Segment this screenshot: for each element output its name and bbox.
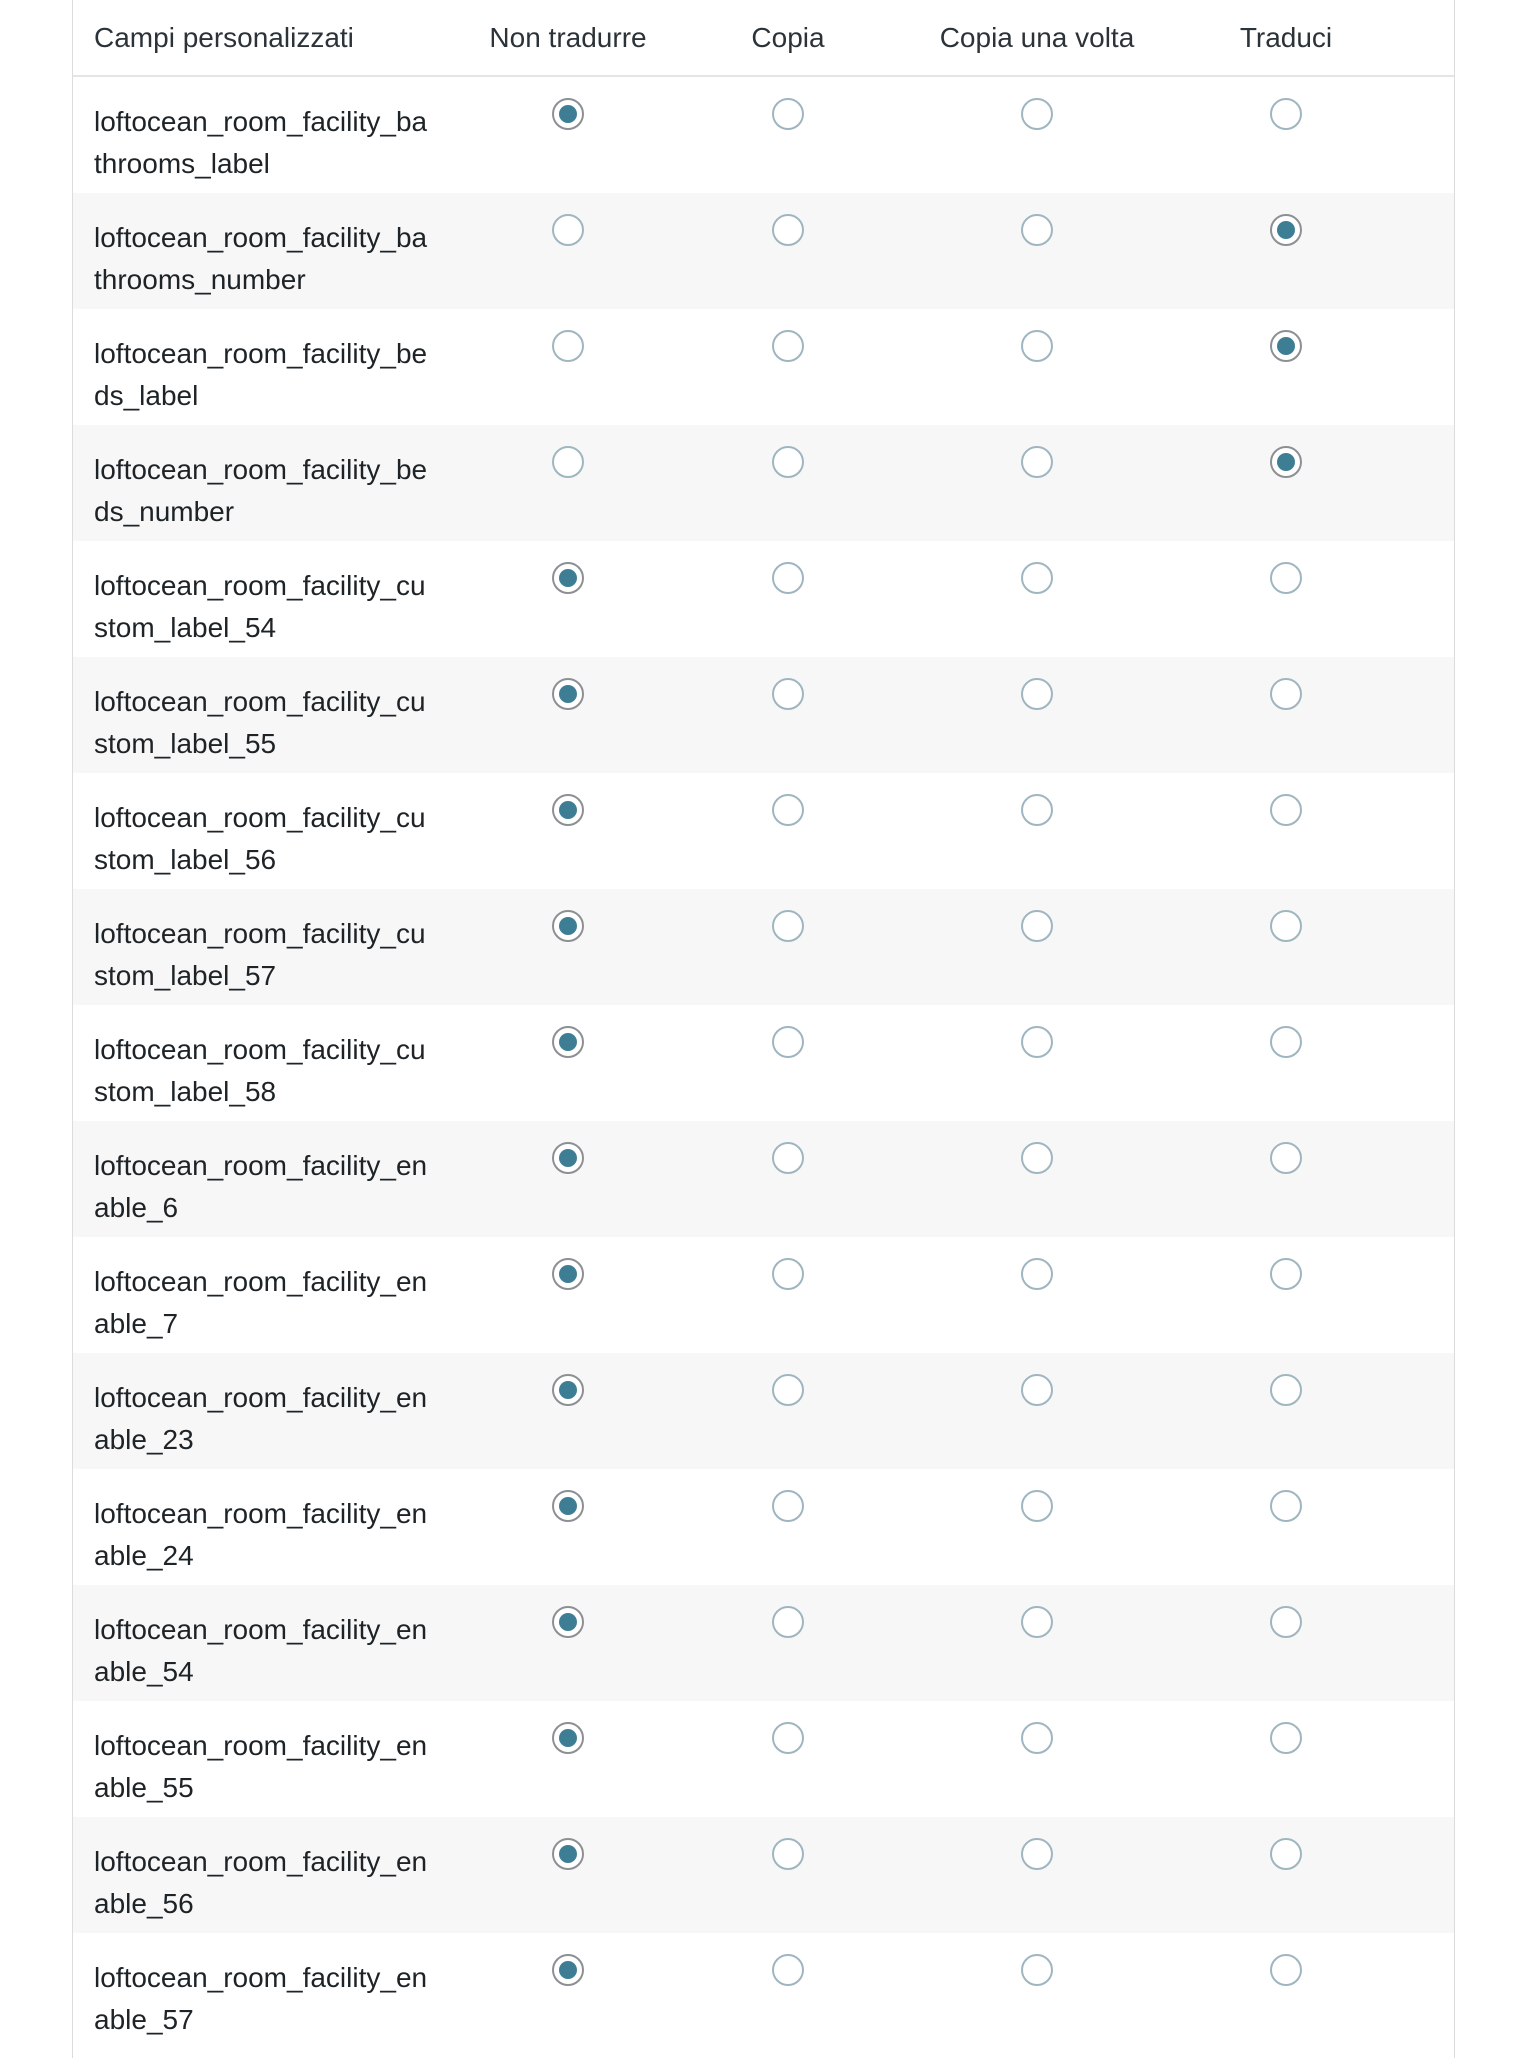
option-cell xyxy=(663,1121,913,1174)
field-name-cell xyxy=(73,1353,433,1461)
option-cell xyxy=(1161,657,1411,710)
copy-radio[interactable] xyxy=(772,1258,804,1290)
translate-radio[interactable] xyxy=(1270,1838,1302,1870)
table-row xyxy=(73,1237,1454,1353)
radio-selected-dot xyxy=(559,1845,577,1863)
do-not-translate-radio[interactable] xyxy=(552,446,584,478)
do-not-translate-radio[interactable] xyxy=(552,562,584,594)
option-cell xyxy=(433,1237,663,1290)
option-cell xyxy=(663,1005,913,1058)
translate-radio[interactable] xyxy=(1270,1954,1302,1986)
field-name-cell xyxy=(73,193,433,301)
option-cell xyxy=(1161,1469,1411,1522)
option-cell xyxy=(433,1005,663,1058)
translate-radio[interactable] xyxy=(1270,562,1302,594)
copy-radio[interactable] xyxy=(772,678,804,710)
do-not-translate-radio[interactable] xyxy=(552,1606,584,1638)
option-cell xyxy=(433,657,663,710)
do-not-translate-radio[interactable] xyxy=(552,1258,584,1290)
translate-radio[interactable] xyxy=(1270,1026,1302,1058)
copy-radio[interactable] xyxy=(772,1606,804,1638)
translate-radio[interactable] xyxy=(1270,1722,1302,1754)
copy-radio[interactable] xyxy=(772,1722,804,1754)
option-cell xyxy=(1161,1353,1411,1406)
header-copy: Copia xyxy=(751,21,825,53)
field-name: loftocean_room_facility_bathrooms_number xyxy=(94,222,428,295)
copy-once-radio[interactable] xyxy=(1021,562,1053,594)
copy-radio[interactable] xyxy=(772,794,804,826)
translate-radio[interactable] xyxy=(1270,330,1302,362)
field-name: loftocean_room_facility_enable_57 xyxy=(94,1962,428,2035)
copy-once-radio[interactable] xyxy=(1021,214,1053,246)
option-cell xyxy=(433,1585,663,1638)
option-cell xyxy=(913,1701,1161,1754)
table-row xyxy=(73,1469,1454,1585)
copy-radio[interactable] xyxy=(772,1026,804,1058)
do-not-translate-radio[interactable] xyxy=(552,1722,584,1754)
radio-selected-dot xyxy=(559,1033,577,1051)
option-cell xyxy=(663,657,913,710)
option-cell xyxy=(433,773,663,826)
do-not-translate-radio[interactable] xyxy=(552,1374,584,1406)
copy-once-radio[interactable] xyxy=(1021,678,1053,710)
option-cell xyxy=(913,1469,1161,1522)
option-cell xyxy=(663,541,913,594)
option-cell xyxy=(663,773,913,826)
radio-selected-dot xyxy=(559,1497,577,1515)
table-row xyxy=(73,1817,1454,1933)
option-cell xyxy=(1161,1237,1411,1290)
option-cell xyxy=(1161,773,1411,826)
table-row xyxy=(73,773,1454,889)
radio-selected-dot xyxy=(559,1381,577,1399)
option-cell xyxy=(663,1585,913,1638)
option-cell xyxy=(433,1933,663,1986)
translate-radio[interactable] xyxy=(1270,1374,1302,1406)
do-not-translate-radio[interactable] xyxy=(552,214,584,246)
option-cell xyxy=(1161,77,1411,130)
radio-selected-dot xyxy=(1277,221,1295,239)
option-cell xyxy=(913,1353,1161,1406)
translate-radio[interactable] xyxy=(1270,910,1302,942)
option-cell xyxy=(1161,309,1411,362)
copy-radio[interactable] xyxy=(772,562,804,594)
header-do-not-translate: Non tradurre xyxy=(489,21,647,53)
header-custom-fields: Campi personalizzati xyxy=(94,21,354,53)
do-not-translate-radio[interactable] xyxy=(552,910,584,942)
field-name-cell xyxy=(73,1701,433,1809)
option-cell xyxy=(913,1005,1161,1058)
radio-selected-dot xyxy=(559,1613,577,1631)
radio-selected-dot xyxy=(1277,453,1295,471)
do-not-translate-radio[interactable] xyxy=(552,1026,584,1058)
copy-once-radio[interactable] xyxy=(1021,910,1053,942)
option-cell xyxy=(1161,1933,1411,1986)
table-header xyxy=(73,0,1454,77)
radio-selected-dot xyxy=(559,801,577,819)
option-cell xyxy=(663,425,913,478)
copy-radio[interactable] xyxy=(772,98,804,130)
field-name: loftocean_room_facility_custom_label_56 xyxy=(94,802,426,875)
option-cell xyxy=(913,889,1161,942)
copy-radio[interactable] xyxy=(772,1954,804,1986)
option-cell xyxy=(913,541,1161,594)
translate-radio[interactable] xyxy=(1270,1142,1302,1174)
copy-once-radio[interactable] xyxy=(1021,794,1053,826)
field-name: loftocean_room_facility_beds_label xyxy=(94,338,428,411)
copy-once-radio[interactable] xyxy=(1021,1374,1053,1406)
copy-once-radio[interactable] xyxy=(1021,1954,1053,1986)
field-name: loftocean_room_facility_custom_label_55 xyxy=(94,686,426,759)
do-not-translate-radio[interactable] xyxy=(552,98,584,130)
table-row xyxy=(73,77,1454,193)
option-cell xyxy=(913,773,1161,826)
radio-selected-dot xyxy=(559,569,577,587)
copy-once-radio[interactable] xyxy=(1021,1490,1053,1522)
option-cell xyxy=(433,1701,663,1754)
custom-fields-table xyxy=(72,0,1455,2058)
field-name: loftocean_room_facility_enable_6 xyxy=(94,1150,428,1223)
copy-radio[interactable] xyxy=(772,330,804,362)
table-row xyxy=(73,1585,1454,1701)
option-cell xyxy=(913,193,1161,246)
field-name-cell xyxy=(73,1005,433,1113)
field-name: loftocean_room_facility_enable_54 xyxy=(94,1614,428,1687)
table-row xyxy=(73,1005,1454,1121)
option-cell xyxy=(1161,889,1411,942)
option-cell xyxy=(913,657,1161,710)
copy-once-radio[interactable] xyxy=(1021,330,1053,362)
field-name: loftocean_room_facility_enable_55 xyxy=(94,1730,428,1803)
do-not-translate-radio[interactable] xyxy=(552,678,584,710)
field-name-cell xyxy=(73,77,433,185)
field-name: loftocean_room_facility_bathrooms_label xyxy=(94,106,428,179)
header-copy-once: Copia una volta xyxy=(939,21,1135,53)
copy-radio[interactable] xyxy=(772,1374,804,1406)
option-cell xyxy=(663,1701,913,1754)
copy-once-radio[interactable] xyxy=(1021,98,1053,130)
field-name: loftocean_room_facility_custom_label_57 xyxy=(94,918,426,991)
option-cell xyxy=(433,309,663,362)
option-cell xyxy=(433,1817,663,1870)
header-translate: Traduci xyxy=(1239,21,1333,53)
do-not-translate-radio[interactable] xyxy=(552,1954,584,1986)
table-row xyxy=(73,309,1454,425)
radio-selected-dot xyxy=(559,1149,577,1167)
option-cell xyxy=(433,425,663,478)
option-cell xyxy=(663,1237,913,1290)
translate-radio[interactable] xyxy=(1270,214,1302,246)
option-cell xyxy=(663,1469,913,1522)
option-cell xyxy=(913,309,1161,362)
option-cell xyxy=(1161,193,1411,246)
copy-once-radio[interactable] xyxy=(1021,1142,1053,1174)
table-row xyxy=(73,425,1454,541)
copy-once-radio[interactable] xyxy=(1021,1026,1053,1058)
translate-radio[interactable] xyxy=(1270,446,1302,478)
option-cell xyxy=(1161,425,1411,478)
field-name-cell xyxy=(73,541,433,649)
option-cell xyxy=(663,1933,913,1986)
copy-radio[interactable] xyxy=(772,1142,804,1174)
field-name-cell xyxy=(73,309,433,417)
field-name: loftocean_room_facility_enable_7 xyxy=(94,1266,428,1339)
table-row xyxy=(73,193,1454,309)
option-cell xyxy=(1161,1817,1411,1870)
radio-selected-dot xyxy=(559,685,577,703)
field-name-cell xyxy=(73,1817,433,1925)
do-not-translate-radio[interactable] xyxy=(552,1142,584,1174)
option-cell xyxy=(913,1933,1161,1986)
copy-once-radio[interactable] xyxy=(1021,1258,1053,1290)
option-cell xyxy=(663,889,913,942)
copy-once-radio[interactable] xyxy=(1021,1838,1053,1870)
option-cell xyxy=(913,1237,1161,1290)
option-cell xyxy=(913,77,1161,130)
field-name-cell xyxy=(73,1237,433,1345)
translate-radio[interactable] xyxy=(1270,678,1302,710)
option-cell xyxy=(433,1469,663,1522)
copy-radio[interactable] xyxy=(772,446,804,478)
copy-once-radio[interactable] xyxy=(1021,1606,1053,1638)
radio-selected-dot xyxy=(1277,337,1295,355)
copy-radio[interactable] xyxy=(772,1838,804,1870)
translate-radio[interactable] xyxy=(1270,794,1302,826)
translate-radio[interactable] xyxy=(1270,1490,1302,1522)
table-row xyxy=(73,657,1454,773)
translate-radio[interactable] xyxy=(1270,1606,1302,1638)
field-name: loftocean_room_facility_custom_label_58 xyxy=(94,1034,426,1107)
field-name: loftocean_room_facility_enable_24 xyxy=(94,1498,428,1571)
do-not-translate-radio[interactable] xyxy=(552,330,584,362)
do-not-translate-radio[interactable] xyxy=(552,1838,584,1870)
option-cell xyxy=(913,425,1161,478)
field-name: loftocean_room_facility_enable_56 xyxy=(94,1846,428,1919)
table-row xyxy=(73,1121,1454,1237)
option-cell xyxy=(1161,1121,1411,1174)
option-cell xyxy=(913,1585,1161,1638)
table-row xyxy=(73,1353,1454,1469)
option-cell xyxy=(1161,541,1411,594)
option-cell xyxy=(1161,1005,1411,1058)
option-cell xyxy=(913,1817,1161,1870)
radio-selected-dot xyxy=(559,917,577,935)
radio-selected-dot xyxy=(559,1961,577,1979)
field-name-cell xyxy=(73,773,433,881)
copy-radio[interactable] xyxy=(772,214,804,246)
option-cell xyxy=(663,1817,913,1870)
option-cell xyxy=(1161,1585,1411,1638)
table-row xyxy=(73,541,1454,657)
radio-selected-dot xyxy=(559,105,577,123)
field-name-cell xyxy=(73,425,433,533)
option-cell xyxy=(913,1121,1161,1174)
copy-radio[interactable] xyxy=(772,1490,804,1522)
field-name-cell xyxy=(73,657,433,765)
option-cell xyxy=(433,1353,663,1406)
copy-once-radio[interactable] xyxy=(1021,446,1053,478)
translate-radio[interactable] xyxy=(1270,98,1302,130)
option-cell xyxy=(433,1121,663,1174)
translate-radio[interactable] xyxy=(1270,1258,1302,1290)
field-name: loftocean_room_facility_custom_label_54 xyxy=(94,570,426,643)
field-name-cell xyxy=(73,1933,433,2041)
copy-radio[interactable] xyxy=(772,910,804,942)
option-cell xyxy=(1161,1701,1411,1754)
radio-selected-dot xyxy=(559,1265,577,1283)
radio-selected-dot xyxy=(559,1729,577,1747)
table-row xyxy=(73,1933,1454,2049)
option-cell xyxy=(663,309,913,362)
option-cell xyxy=(433,541,663,594)
option-cell xyxy=(433,77,663,130)
copy-once-radio[interactable] xyxy=(1021,1722,1053,1754)
field-name: loftocean_room_facility_enable_23 xyxy=(94,1382,428,1455)
table-body xyxy=(73,77,1454,2049)
do-not-translate-radio[interactable] xyxy=(552,794,584,826)
option-cell xyxy=(663,193,913,246)
option-cell xyxy=(663,77,913,130)
option-cell xyxy=(433,889,663,942)
field-name: loftocean_room_facility_beds_number xyxy=(94,454,428,527)
table-row xyxy=(73,1701,1454,1817)
field-name-cell xyxy=(73,1121,433,1229)
field-name-cell xyxy=(73,889,433,997)
field-name-cell xyxy=(73,1585,433,1693)
do-not-translate-radio[interactable] xyxy=(552,1490,584,1522)
table-row xyxy=(73,889,1454,1005)
option-cell xyxy=(433,193,663,246)
field-name-cell xyxy=(73,1469,433,1577)
option-cell xyxy=(663,1353,913,1406)
